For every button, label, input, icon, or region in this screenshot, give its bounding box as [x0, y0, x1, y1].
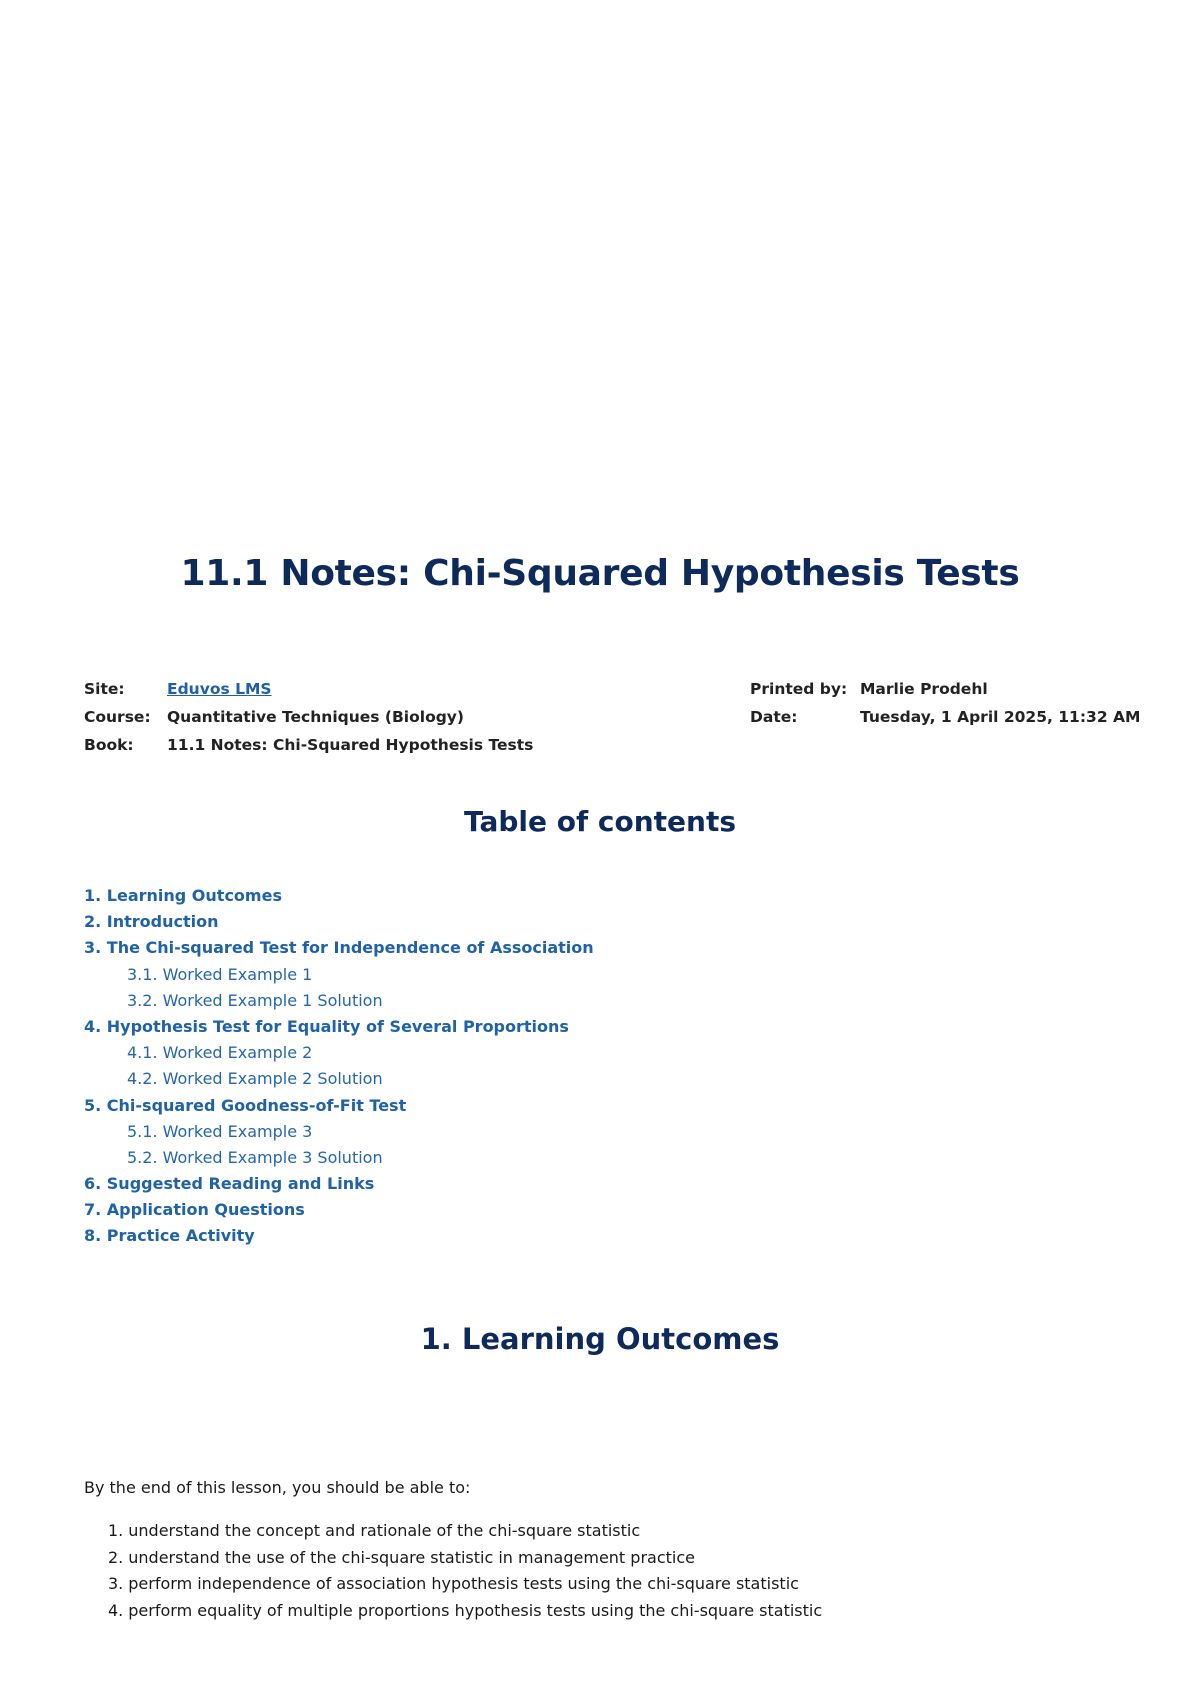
meta-label-book: Book:: [84, 736, 134, 754]
toc-link-goodness-of-fit[interactable]: 5. Chi-squared Goodness-of-Fit Test: [84, 1095, 407, 1115]
page-title: 11.1 Notes: Chi-Squared Hypothesis Tests: [180, 553, 1020, 594]
toc-item: [84, 909, 594, 935]
toc-link-worked-example-1-solution[interactable]: 3.2. Worked Example 1 Solution: [127, 990, 383, 1010]
table-of-contents: [84, 883, 594, 1250]
toc-link-worked-example-2[interactable]: 4.1. Worked Example 2: [127, 1043, 313, 1063]
toc-link-introduction[interactable]: 2. Introduction: [84, 912, 219, 932]
toc-link-suggested-reading[interactable]: 6. Suggested Reading and Links: [84, 1174, 375, 1194]
book-meta-right: [750, 675, 1140, 731]
meta-value-course: Quantitative Techniques (Biology): [167, 708, 464, 726]
toc-item: [84, 1093, 594, 1119]
toc-item: [84, 1171, 594, 1197]
meta-label-printed-by: Printed by:: [750, 680, 848, 698]
list-text: perform equality of multiple proportions hypothesis tests using the chi-square statistic: [128, 1600, 823, 1620]
toc-link-independence-of-association[interactable]: 3. The Chi-squared Test for Independence of Association: [84, 938, 594, 958]
toc-link-equality-of-proportions[interactable]: 4. Hypothesis Test for Equality of Several Proportions: [84, 1016, 569, 1036]
list-item: [108, 1571, 822, 1598]
toc-item: [84, 1119, 594, 1145]
meta-row-book: [84, 731, 533, 759]
list-number: 1.: [108, 1521, 124, 1540]
list-number: 3.: [108, 1574, 124, 1593]
toc-item: [84, 1223, 594, 1249]
meta-row-printed-by: [750, 675, 1140, 703]
meta-label-course: Course:: [84, 708, 151, 726]
meta-label-site: Site:: [84, 680, 125, 698]
meta-row-date: [750, 703, 1140, 731]
toc-item: [84, 1145, 594, 1171]
toc-link-learning-outcomes[interactable]: 1. Learning Outcomes: [84, 886, 282, 905]
site-link[interactable]: Eduvos LMS: [167, 680, 272, 698]
list-text: understand the concept and rationale of the chi-square statistic: [128, 1521, 641, 1540]
toc-item: [84, 1014, 594, 1040]
meta-value-printed-by: Marlie Prodehl: [860, 680, 988, 698]
toc-item: [84, 1066, 594, 1092]
toc-link-worked-example-1[interactable]: 3.1. Worked Example 1: [127, 964, 313, 984]
section-intro: By the end of this lesson, you should be able to:: [84, 1478, 471, 1497]
toc-item: [84, 1040, 594, 1066]
toc-link-application-questions[interactable]: 7. Application Questions: [84, 1200, 305, 1220]
list-text: understand the use of the chi-square statistic in management practice: [128, 1547, 695, 1567]
meta-row-course: [84, 703, 533, 731]
meta-label-date: Date:: [750, 708, 798, 726]
meta-value-book: 11.1 Notes: Chi-Squared Hypothesis Tests: [167, 736, 534, 754]
list-item: [108, 1518, 822, 1545]
toc-link-worked-example-3[interactable]: 5.1. Worked Example 3: [127, 1121, 313, 1141]
list-text: perform independence of association hypothesis tests using the chi-square statistic: [128, 1574, 799, 1593]
toc-heading: Table of contents: [463, 805, 737, 838]
list-item: [108, 1598, 822, 1625]
list-number: 4.: [108, 1600, 124, 1620]
book-meta-left: [84, 675, 533, 759]
list-item: [108, 1545, 822, 1572]
list-number: 2.: [108, 1547, 124, 1567]
toc-item: [84, 1197, 594, 1223]
toc-link-practice-activity[interactable]: 8. Practice Activity: [84, 1226, 255, 1246]
toc-item: [84, 935, 594, 961]
meta-row-site: [84, 675, 533, 703]
toc-item: [84, 988, 594, 1014]
toc-item: [84, 962, 594, 988]
section-heading-learning-outcomes: 1. Learning Outcomes: [420, 1322, 780, 1356]
toc-item: [84, 883, 594, 909]
toc-link-worked-example-3-solution[interactable]: 5.2. Worked Example 3 Solution: [127, 1147, 383, 1167]
toc-link-worked-example-2-solution[interactable]: 4.2. Worked Example 2 Solution: [127, 1069, 383, 1089]
meta-value-date: Tuesday, 1 April 2025, 11:32 AM: [860, 708, 1141, 726]
learning-outcomes-list: [108, 1518, 822, 1624]
